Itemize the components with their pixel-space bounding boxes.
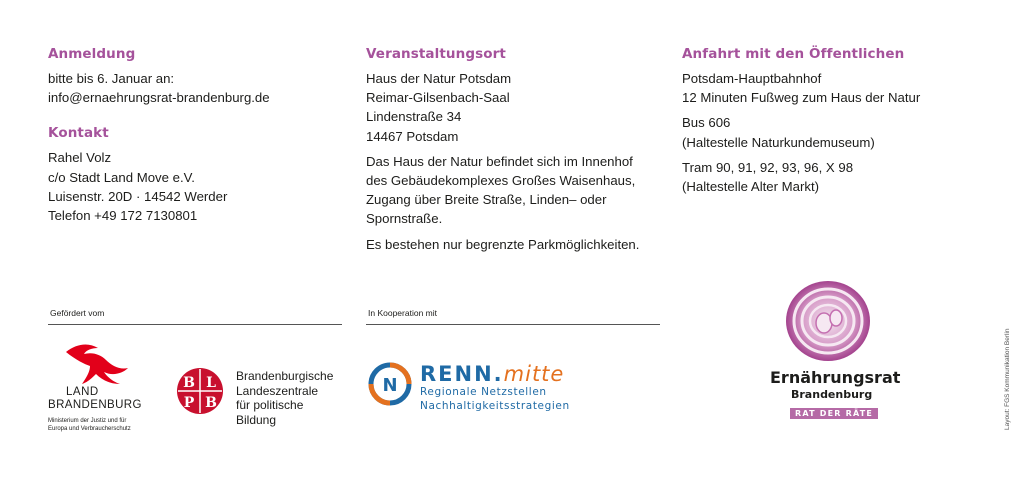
venue-address-line: 14467 Potsdam [366, 128, 459, 144]
venue-description-line: Das Haus der Natur befindet sich im Innenhof [366, 153, 633, 169]
transport-line: Tram 90, 91, 92, 93, 96, X 98 [682, 159, 854, 175]
transport-line: Bus 606 [682, 115, 731, 131]
venue-address-line: Reimar-Gilsenbach-Saal [366, 90, 510, 106]
veranstaltungsort-heading: Veranstaltungsort [366, 46, 506, 62]
gefoerdert-label: Gefördert vom [50, 308, 105, 318]
kooperation-divider [366, 324, 660, 325]
transport-line: (Haltestelle Alter Markt) [682, 179, 820, 195]
transport-line: 12 Minuten Fußweg zum Haus der Natur [682, 90, 921, 106]
renn-sub1: Regionale Netzstellen [420, 386, 547, 398]
renn-circle-icon [368, 362, 412, 406]
ernaehrungsrat-title: Ernährungsrat [770, 368, 901, 387]
blpb-line3: für politische Bildung [236, 398, 304, 427]
ministry-line1: Ministerium der Justiz und für [48, 418, 127, 424]
gefoerdert-divider [48, 324, 342, 325]
brandenburg-eagle-icon [62, 338, 132, 386]
ministry-line2: Europa und Verbraucherschutz [48, 426, 131, 432]
transport-bus [682, 113, 982, 151]
kontakt-org: c/o Stadt Land Move e.V. [48, 169, 195, 185]
ernaehrungsrat-subtitle: Brandenburg [791, 388, 873, 401]
kontakt-text [48, 148, 348, 225]
anmeldung-text [48, 69, 348, 107]
blpb-emblem-icon [176, 367, 224, 415]
column-venue [366, 45, 666, 254]
venue-description-line: Zugang über Breite Straße, Linden– oder [366, 192, 607, 208]
venue-address-line: Haus der Natur Potsdam [366, 71, 512, 86]
venue-parking [366, 235, 666, 254]
anmeldung-email[interactable]: info@ernaehrungsrat-brandenburg.de [48, 90, 270, 106]
anfahrt-heading: Anfahrt mit den Öffentlichen [682, 46, 905, 62]
renn-subtitle [420, 386, 570, 413]
mitte-word: mitte [503, 362, 565, 386]
kooperation-label: In Kooperation mit [368, 308, 437, 318]
venue-address-line: Lindenstraße 34 [366, 109, 462, 125]
kontakt-address: Luisenstr. 20D · 14542 Werder [48, 188, 228, 204]
ernaehrungsrat-logo [760, 278, 900, 428]
land-brandenburg-logo [48, 338, 158, 438]
transport-line: Potsdam-Hauptbahnhof [682, 71, 822, 86]
transport-tram [682, 158, 982, 196]
renn-word: RENN. [420, 362, 504, 386]
svg-text:N: N [382, 375, 398, 396]
venue-description-line: Spornstraße. [366, 211, 443, 227]
kontakt-heading: Kontakt [48, 125, 109, 142]
anmeldung-line: bitte bis 6. Januar an: [48, 71, 175, 86]
land-brandenburg-line1: LAND [66, 386, 99, 398]
transport-line: (Haltestelle Naturkundemuseum) [682, 134, 875, 150]
kontakt-name: Rahel Volz [48, 150, 112, 166]
blpb-name [236, 369, 346, 427]
venue-description [366, 152, 666, 229]
layout-credit: Layout: FGS Kommunikation Berlin [1004, 328, 1011, 430]
venue-description-line: des Gebäudekomplexes Großes Waisenhaus, [366, 173, 636, 189]
svg-text:B: B [205, 395, 217, 411]
renn-mitte-logo [368, 362, 568, 412]
anmeldung-heading: Anmeldung [48, 46, 136, 62]
blpb-line1: Brandenburgische [236, 369, 334, 383]
column-transport [682, 45, 982, 196]
land-brandenburg-line2: BRANDENBURG [48, 399, 142, 411]
kontakt-phone: Telefon +49 172 7130801 [48, 208, 198, 224]
venue-address [366, 69, 666, 146]
svg-text:P: P [183, 395, 195, 411]
svg-text:L: L [206, 375, 216, 391]
blpb-logo [176, 367, 346, 427]
rat-der-raete-badge: RAT DER RÄTE [790, 408, 878, 419]
blpb-line2: Landeszentrale [236, 383, 319, 398]
venue-parking-line: Es bestehen nur begrenzte Parkmöglichkeiten. [366, 236, 640, 252]
onion-icon [780, 278, 876, 364]
transport-train [682, 69, 982, 107]
svg-text:B: B [183, 375, 195, 391]
column-registration-contact [48, 45, 348, 225]
renn-wordmark [420, 362, 564, 386]
renn-sub2: Nachhaltigkeitsstrategien [420, 399, 570, 412]
